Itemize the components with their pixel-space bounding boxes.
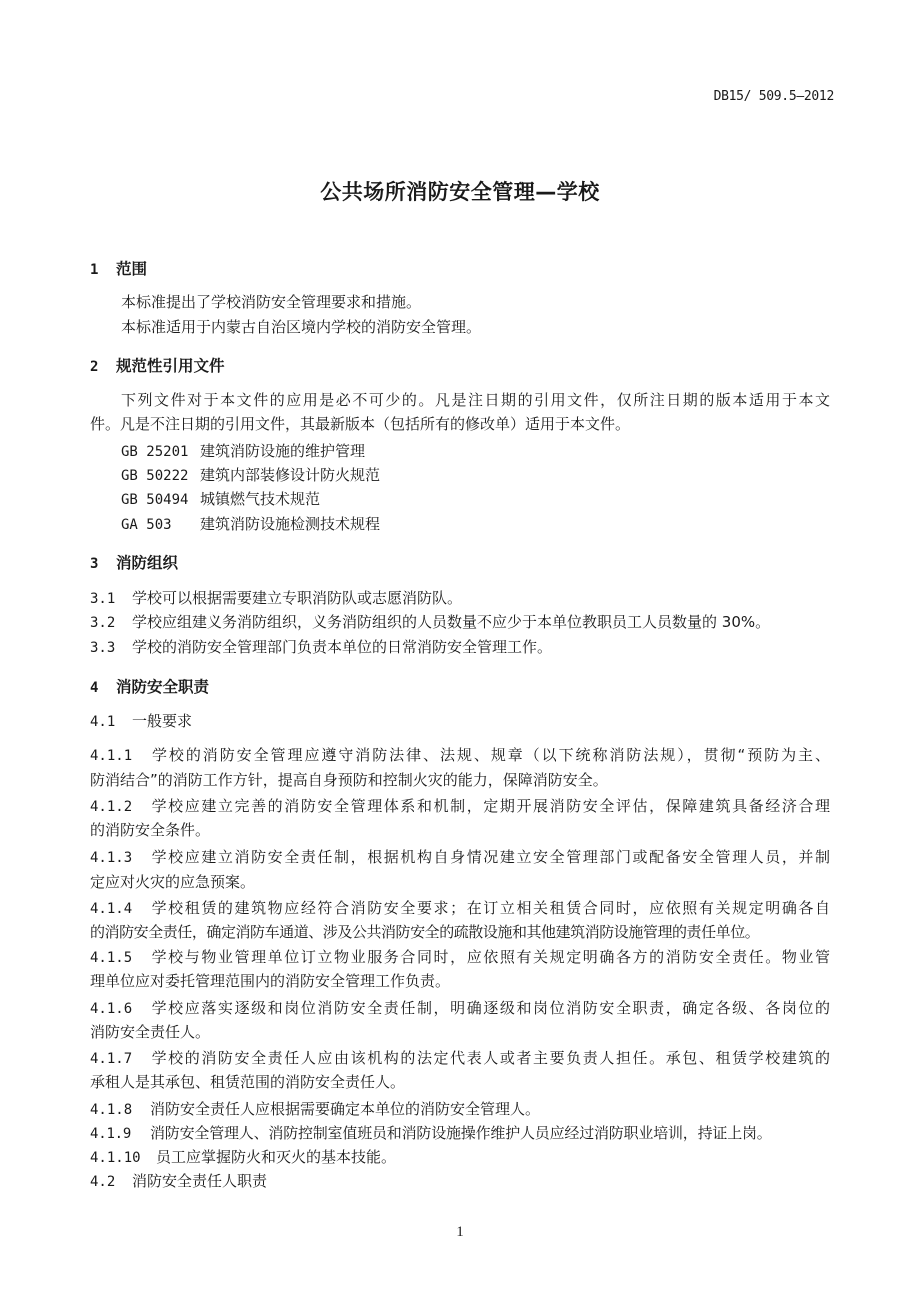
clause-line	[90, 997, 830, 1020]
reference-code: GB 25201	[121, 444, 189, 460]
section-number: 4	[90, 680, 99, 696]
section-title: 消防安全职责	[116, 678, 210, 696]
clause-line: 理单位应对委托管理范围内的消防安全管理工作负责。	[90, 972, 451, 990]
clause-text: 学校的消防安全管理部门负责本单位的日常消防安全管理工作。	[132, 638, 553, 656]
clause-line: 消防安全责任人。	[90, 1023, 211, 1041]
clause-number: 4.1.8	[90, 1102, 133, 1118]
paragraph-line: 件。凡是不注日期的引用文件，其最新版本（包括所有的修改单）适用于本文件。	[90, 415, 631, 433]
paragraph: 本标准提出了学校消防安全管理要求和措施。	[121, 293, 422, 311]
clause-text: 学校应建立完善的消防安全管理体系和机制，定期开展消防安全评估，保障建筑具备经济合理	[150, 797, 830, 815]
clause	[90, 587, 462, 610]
reference-title: 建筑消防设施的维护管理	[200, 442, 366, 460]
clause-line	[90, 795, 830, 818]
section-heading	[90, 676, 209, 699]
clause-number: 4.1.4	[90, 901, 133, 917]
section-heading	[90, 552, 178, 575]
clause-line	[90, 1098, 540, 1121]
clause-number: 3.1	[90, 591, 116, 607]
clause-line	[90, 846, 830, 869]
section-title: 规范性引用文件	[116, 357, 225, 375]
document-title: 公共场所消防安全管理—学校	[320, 180, 600, 204]
clause-line	[90, 744, 830, 767]
clause-line	[90, 1122, 772, 1145]
clause-text: 学校应建立消防安全责任制，根据机构自身情况建立安全管理部门或配备安全管理人员，并制	[150, 848, 830, 866]
clause-number: 4.1.6	[90, 1001, 133, 1017]
paragraph: 本标准适用于内蒙古自治区境内学校的消防安全管理。	[121, 318, 482, 336]
clause-text: 学校的消防安全责任人应由该机构的法定代表人或者主要负责人担任。承包、租赁学校建筑的	[150, 1049, 830, 1067]
reference-item	[121, 440, 365, 463]
section-number: 3	[90, 556, 99, 572]
clause-line: 的消防安全条件。	[90, 821, 211, 839]
clause-number: 4.1.3	[90, 850, 133, 866]
clause-line	[90, 897, 830, 920]
reference-code: GB 50222	[121, 468, 189, 484]
clause-number: 4.1.10	[90, 1150, 141, 1166]
clause-text: 学校租赁的建筑物应经符合消防安全要求；在订立相关租赁合同时，应依照有关规定明确各自	[150, 899, 830, 917]
section-title: 消防组织	[116, 554, 179, 572]
clause-line: 的消防安全责任，确定消防车通道、涉及公共消防安全的疏散设施和其他建筑消防设施管理的责任单位。	[90, 923, 760, 941]
clause-line: 承租人是其承包、租赁范围的消防安全责任人。	[90, 1073, 406, 1091]
reference-title: 建筑消防设施检测技术规程	[200, 515, 381, 533]
clause	[90, 611, 770, 634]
clause	[90, 636, 552, 659]
clause-number: 3.3	[90, 640, 116, 656]
section-number: 1	[90, 262, 99, 278]
clause-number: 4.1.7	[90, 1051, 133, 1067]
clause-text: 学校与物业管理单位订立物业服务合同时，应依照有关规定明确各方的消防安全责任。物业管	[150, 948, 830, 966]
clause-line: 防消结合”的消防工作方针，提高自身预防和控制火灾的能力，保障消防安全。	[90, 771, 608, 789]
clause-text: 学校应组建义务消防组织，义务消防组织的人员数量不应少于本单位教职员工人员数量的 30%。	[132, 613, 771, 631]
clause-text: 学校可以根据需要建立专职消防队或志愿消防队。	[132, 589, 463, 607]
reference-title: 建筑内部装修设计防火规范	[200, 466, 381, 484]
subsection-title: 消防安全责任人职责	[132, 1172, 268, 1190]
clause-number: 4.1.5	[90, 950, 133, 966]
clause-line: 定应对火灾的应急预案。	[90, 873, 256, 891]
subsection-number: 4.2	[90, 1174, 116, 1190]
clause-text: 学校的消防安全管理应遵守消防法律、法规、规章（以下统称消防法规），贯彻“预防为主、	[150, 746, 830, 764]
clause-line	[90, 1146, 396, 1169]
clause-line	[90, 1047, 830, 1070]
clause-text: 员工应掌握防火和灭火的基本技能。	[156, 1148, 397, 1166]
reference-title: 城镇燃气技术规范	[200, 490, 321, 508]
reference-code: GB 50494	[121, 492, 189, 508]
subsection-heading	[90, 710, 192, 733]
paragraph-line: 下列文件对于本文件的应用是必不可少的。凡是注日期的引用文件，仅所注日期的版本适用于本文	[121, 391, 830, 409]
standard-code: DB15/ 509.5—2012	[713, 89, 834, 104]
section-title: 范围	[116, 260, 148, 278]
page-number: 1	[456, 1224, 464, 1240]
clause-number: 4.1.1	[90, 748, 133, 764]
section-heading	[90, 258, 147, 281]
reference-item	[121, 488, 320, 511]
reference-item	[121, 464, 380, 487]
subsection-heading	[90, 1170, 267, 1193]
reference-code: GA 503	[121, 517, 172, 533]
clause-number: 4.1.9	[90, 1126, 132, 1142]
subsection-title: 一般要求	[132, 712, 193, 730]
clause-text: 消防安全管理人、消防控制室值班员和消防设施操作维护人员应经过消防职业培训，持证上岗。	[150, 1124, 772, 1142]
clause-line	[90, 946, 830, 969]
clause-number: 3.2	[90, 615, 116, 631]
clause-text: 学校应落实逐级和岗位消防安全责任制，明确逐级和岗位消防安全职责，确定各级、各岗位的	[150, 999, 830, 1017]
clause-text: 消防安全责任人应根据需要确定本单位的消防安全管理人。	[150, 1100, 541, 1118]
reference-item	[121, 513, 380, 536]
section-heading	[90, 355, 225, 378]
subsection-number: 4.1	[90, 714, 116, 730]
section-number: 2	[90, 359, 99, 375]
clause-number: 4.1.2	[90, 799, 133, 815]
